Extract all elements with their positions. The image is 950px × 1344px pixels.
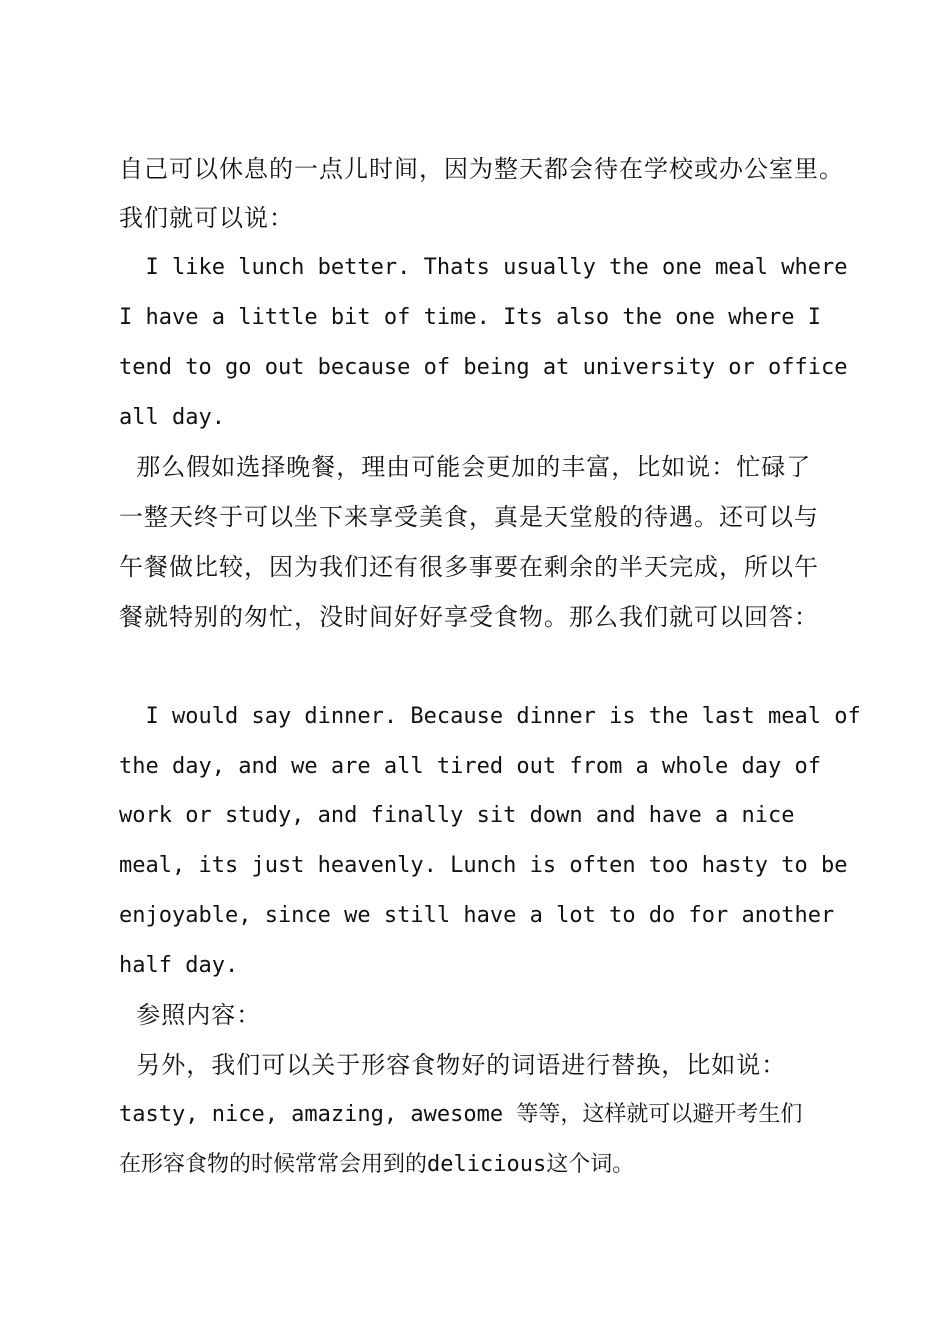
text-line-14: meal, its just heavenly. Lunch is often too hasty to be xyxy=(119,853,848,878)
text-line-7: 那么假如选择晚餐，理由可能会更加的丰富，比如说：忙碌了 xyxy=(119,453,812,481)
text-line-1: 自己可以休息的一点儿时间，因为整天都会待在学校或办公室里。 xyxy=(119,155,844,183)
text-line-10: 餐就特别的匆忙，没时间好好享受食物。那么我们就可以回答： xyxy=(119,603,819,631)
text-line-2: 我们就可以说： xyxy=(119,204,294,232)
text-line-17: 参照内容： xyxy=(119,1001,262,1029)
text-line-16: half day. xyxy=(119,953,239,978)
text-line-9: 午餐做比较，因为我们还有很多事要在剩余的半天完成，所以午 xyxy=(119,553,819,581)
text-line-13: work or study, and finally sit down and have a nice xyxy=(119,803,795,828)
text-line-8: 一整天终于可以坐下来享受美食，真是天堂般的待遇。还可以与 xyxy=(119,503,819,531)
text-line-12: the day, and we are all tired out from a whole day of xyxy=(119,754,821,779)
text-line-18: 另外，我们可以关于形容食物好的词语进行替换，比如说： xyxy=(119,1051,787,1079)
text-line-3: I like lunch better. Thats usually the one meal where xyxy=(119,255,848,280)
text-line-6: all day. xyxy=(119,405,225,430)
text-line-11: I would say dinner. Because dinner is the last meal of xyxy=(119,704,861,729)
text-line-15: enjoyable, since we still have a lot to do for another xyxy=(119,903,835,928)
text-line-4: I have a little bit of time. Its also the one where I xyxy=(119,305,821,330)
text-line-19: tasty, nice, amazing, awesome 等等，这样就可以避开考生们 xyxy=(119,1102,803,1127)
text-line-5: tend to go out because of being at university or office xyxy=(119,355,848,380)
text-line-20: 在形容食物的时候常常会用到的delicious这个词。 xyxy=(119,1152,635,1177)
